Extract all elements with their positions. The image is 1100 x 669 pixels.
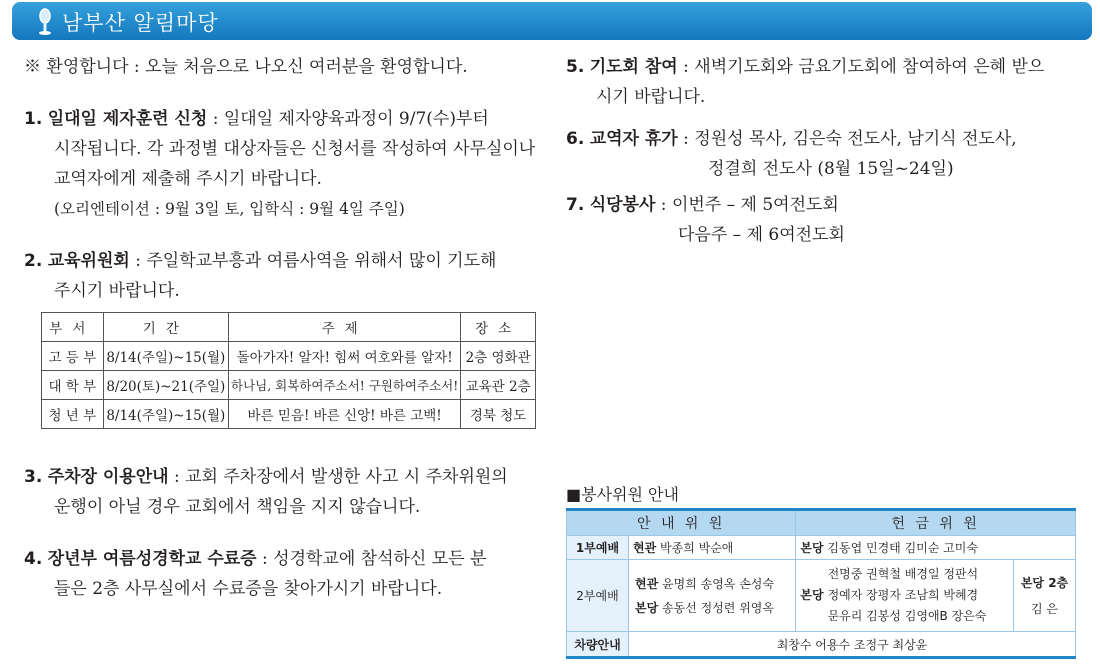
names: 김 은 (1031, 601, 1058, 616)
table-cell: 교육관 2층 (461, 371, 536, 400)
table-row (567, 536, 1076, 560)
notice-7 (566, 190, 1086, 250)
table-header-row (42, 313, 536, 342)
left-column (24, 52, 544, 328)
notice-heading: 일대일 제자훈련 신청 (47, 109, 208, 129)
table-cell: 바른 믿음! 바른 신앙! 바른 고백! (229, 400, 461, 429)
table-cell: 청 년 부 (42, 400, 104, 429)
notice-text: (오리엔테이션 : 9월 3일 토, 입학식 : 9월 4일 주일) (54, 200, 405, 218)
header-banner (12, 2, 1092, 40)
service-label: 1부예배 (567, 536, 629, 560)
place-label: 본당 2층 (1020, 575, 1069, 590)
notice-4 (24, 544, 544, 604)
notice-heading: 교역자 휴가 (589, 129, 678, 149)
notice-text: 다음주 – 제 6여전도회 (678, 225, 845, 245)
service-label: 2부예배 (567, 560, 629, 632)
table-cell: 대 학 부 (42, 371, 104, 400)
right-column (566, 52, 1086, 272)
schedule-table (41, 312, 536, 429)
names: 송동선 정성련 위영옥 (662, 600, 774, 615)
place-label: 현관 (633, 541, 657, 555)
notice-3 (24, 462, 544, 522)
table-row (42, 371, 536, 400)
notice-text: : 일대일 제자양육과정이 9/7(수)부터 (207, 109, 489, 129)
table-row (42, 342, 536, 371)
microphone-icon (34, 8, 56, 36)
notice-heading: 장년부 여름성경학교 수료증 (47, 549, 257, 569)
notice-number: 3. (24, 467, 43, 487)
place-label: 본당 (800, 588, 824, 602)
notice-number: 6. (566, 129, 585, 149)
notice-heading: 기도회 참여 (589, 57, 678, 77)
column-header: 부서 (42, 313, 104, 342)
welcome-text: ※ 환영합니다 : 오늘 처음으로 나오신 여러분을 환영합니다. (24, 57, 468, 77)
notice-text: : 주일학교부흥과 여름사역을 위해서 많이 기도해 (129, 251, 497, 271)
notice-number: 1. (24, 109, 43, 129)
table-row (567, 632, 1076, 658)
column-header: 장소 (461, 313, 536, 342)
table-cell (1014, 560, 1076, 632)
notice-text: 정결희 전도사 (8월 15일~24일) (708, 159, 954, 179)
notice-text: 운행이 아닐 경우 교회에서 책임을 지지 않습니다. (54, 497, 421, 517)
notice-heading: 식당봉사 (589, 195, 656, 215)
table-cell (629, 560, 796, 632)
table-cell (629, 536, 796, 560)
notice-number: 2. (24, 251, 43, 271)
table-header-row (567, 510, 1076, 536)
names: 최창수 어용수 조정구 최상윤 (629, 632, 1076, 658)
column-header: 주제 (229, 313, 461, 342)
notice-text: 시작됩니다. 각 과정별 대상자들은 신청서를 작성하여 사무실이나 (54, 139, 536, 159)
table-cell: 8/20(토)~21(주일) (103, 371, 228, 400)
place-label: 본당 (635, 600, 659, 615)
table-cell: 하나님, 회복하여주소서! 구원하여주소서! (229, 371, 461, 400)
notice-text: 들은 2층 사무실에서 수료증을 찾아가시기 바랍니다. (54, 579, 443, 599)
notice-text: : 교회 주차장에서 발생한 사고 시 주차위원의 (168, 467, 508, 487)
table-cell: 돌아가자! 알자! 힘써 여호와를 알자! (229, 342, 461, 371)
names: 윤명희 송영옥 손성숙 (662, 576, 774, 591)
column-header: 기간 (103, 313, 228, 342)
car-label: 차량안내 (567, 632, 629, 658)
volunteers-table (566, 508, 1076, 659)
notice-heading: 교육위원회 (47, 251, 130, 271)
volunteers-title: ■봉사위원 안내 (566, 485, 679, 504)
notice-6 (566, 124, 1086, 184)
notice-5 (566, 52, 1086, 112)
names: 전명중 권혁철 배경일 정판석 (827, 567, 979, 581)
table-cell: 2층 영화관 (461, 342, 536, 371)
names: 박종희 박순애 (660, 541, 734, 555)
table-cell: 8/14(주일)~15(월) (103, 342, 228, 371)
names: 정예자 장평자 조남희 박혜경 (827, 588, 979, 602)
table-row (567, 560, 1076, 632)
table-cell: 경북 청도 (461, 400, 536, 429)
table-cell: 8/14(주일)~15(월) (103, 400, 228, 429)
place-label: 현관 (635, 576, 659, 591)
notice-2 (24, 246, 544, 306)
page-title: 남부산 알림마당 (62, 11, 219, 35)
notice-text: 주시기 바랍니다. (54, 281, 180, 301)
left-column-lower (24, 462, 544, 626)
notice-text: : 성경학교에 참석하신 모든 분 (256, 549, 487, 569)
names: 김동엽 민경태 김미순 고미숙 (827, 541, 978, 555)
place-label: 본당 (800, 541, 824, 555)
table-cell (796, 536, 1076, 560)
names: 문유리 김봉성 김영애B 장은숙 (827, 609, 987, 623)
notice-1 (24, 104, 544, 224)
notice-number: 4. (24, 549, 43, 569)
notice-heading: 주차장 이용안내 (47, 467, 169, 487)
column-header: 안 내 위 원 (567, 510, 796, 536)
notice-text: : 정원성 목사, 김은숙 전도사, 남기식 전도사, (677, 129, 1017, 149)
notice-text: : 이번주 – 제 5여전도회 (655, 195, 839, 215)
notice-number: 5. (566, 57, 585, 77)
notice-text: 교역자에게 제출해 주시기 바랍니다. (54, 169, 322, 189)
table-cell: 고 등 부 (42, 342, 104, 371)
column-header: 헌 금 위 원 (796, 510, 1076, 536)
notice-number: 7. (566, 195, 585, 215)
table-cell (796, 560, 1014, 632)
notice-text: 시기 바랍니다. (596, 87, 706, 107)
table-row (42, 400, 536, 429)
notice-text: : 새벽기도회와 금요기도회에 참여하여 은혜 받으 (677, 57, 1045, 77)
